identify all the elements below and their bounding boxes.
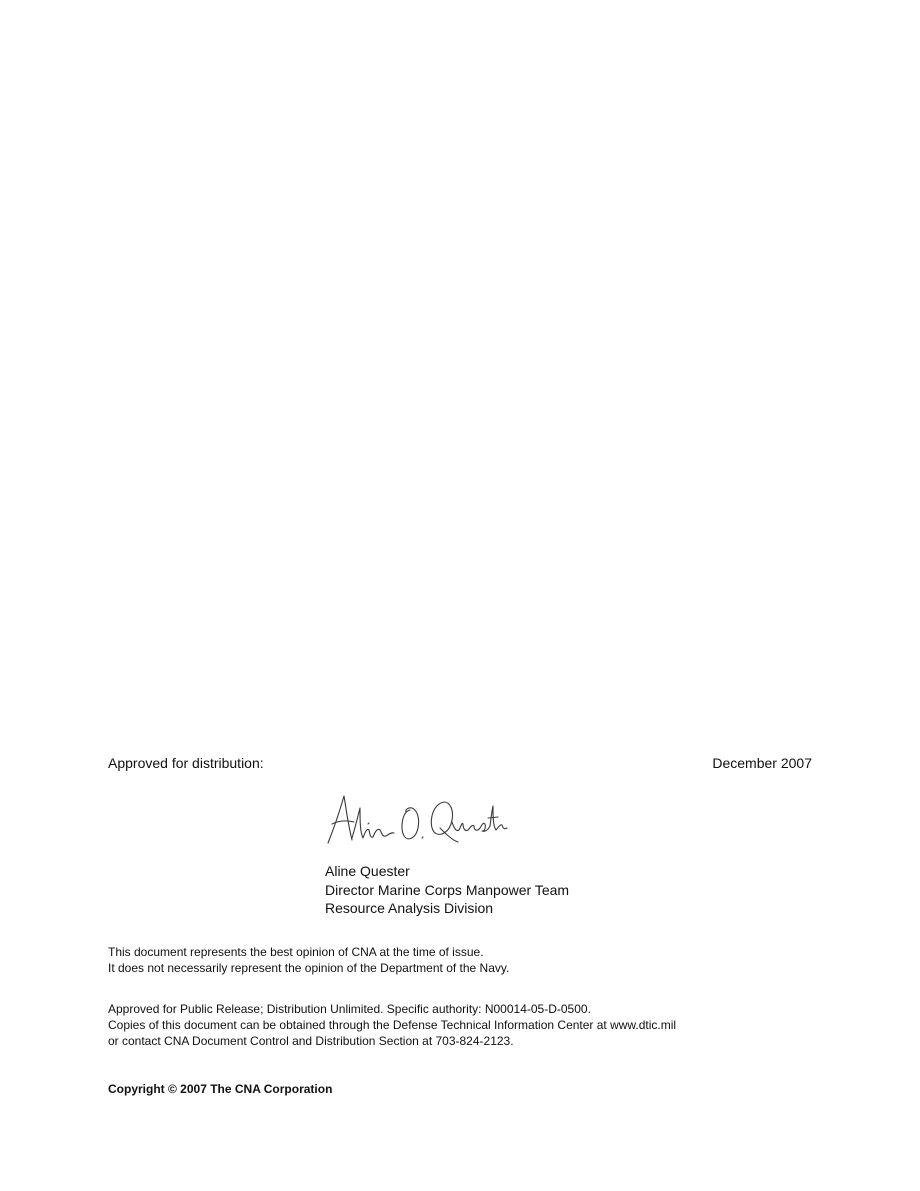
approval-label: Approved for distribution: [108,755,264,771]
approval-row [108,754,812,772]
approval-date: December 2007 [712,755,812,771]
release-line-3: or contact CNA Document Control and Distribution Section at 703-824-2123. [108,1034,514,1048]
release-notice [108,1001,676,1049]
signer-name: Aline Quester [325,863,410,879]
signer-block [325,862,569,918]
signer-division: Resource Analysis Division [325,900,494,916]
signer-title: Director Marine Corps Manpower Team [325,881,570,898]
release-line-1: Approved for Public Release; Distribution Unlimited. Specific authority: N00014-05-D-0500. [108,1002,591,1016]
disclaimer [108,944,509,976]
disclaimer-line-2: It does not necessarily represent the opinion of the Department of the Navy. [108,961,510,975]
release-line-2: Copies of this document can be obtained through the Defense Technical Information Center at www.dtic.mil [108,1018,677,1032]
signature-image [322,788,512,850]
copyright-notice: Copyright © 2007 The CNA Corporation [108,1082,333,1096]
disclaimer-line-1: This document represents the best opinion of CNA at the time of issue. [108,945,484,959]
